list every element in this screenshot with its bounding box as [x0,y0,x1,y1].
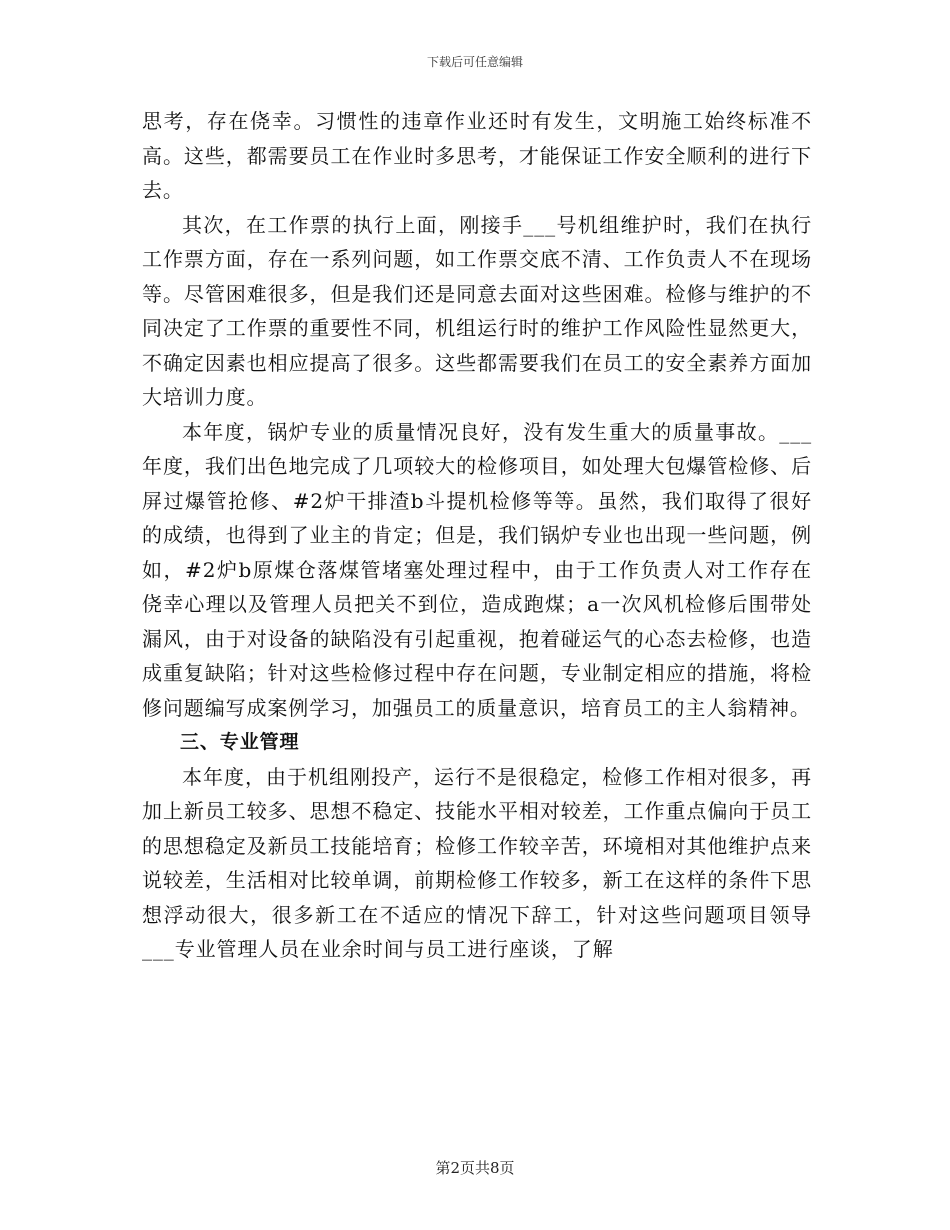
paragraph-quality: 本年度，锅炉专业的质量情况良好，没有发生重大的质量事故。___年度，我们出色地完成了几项较大的检修项目，如处理大包爆管检修、后屏过爆管抢修、#2炉干排渣b斗提机检修等等。虽然，我们取得了很好的成绩，也得到了业主的肯定；但是，我们锅炉专业也出现一些问题，例如，#2炉b原煤仓落煤管堵塞处理过程中，由于工作负责人对工作存在侥幸心理以及管理人员把关不到位，造成跑煤；a一次风机检修后围带处漏风，由于对设备的缺陷没有引起重视，抱着碰运气的心态去检修，也造成重复缺陷；针对这些检修过程中存在问题，专业制定相应的措施，将检修问题编写成案例学习，加强员工的质量意识，培育员工的主人翁精神。 [142,419,812,720]
section-heading: 三、专业管理 [180,731,300,753]
page-footer: 第2页共8页 [435,1159,515,1177]
paragraph-work-ticket: 其次，在工作票的执行上面，刚接手___号机组维护时，我们在执行工作票方面，存在一系列问题，如工作票交底不清、工作负责人不在现场等。尽管困难很多，但是我们还是同意去面对这些困难。检修与维护的不同决定了工作票的重要性不同，机组运行时的维护工作风险性显然更大，不确定因素也相应提高了很多。这些都需要我们在员工的安全素养方面加大培训力度。 [142,212,812,409]
page-header: 下载后可任意编辑 [426,55,523,69]
paragraph-management: 本年度，由于机组刚投产，运行不是很稳定，检修工作相对很多，再加上新员工较多、思想不稳定、技能水平相对较差，工作重点偏向于员工的思想稳定及新员工技能培育；检修工作较辛苦，环境相对其他维护点来说较差，生活相对比较单调，前期检修工作较多，新工在这样的条件下思想浮动很大，很多新工在不适应的情况下辞工，针对这些问题项目领导___专业管理人员在业余时间与员工进行座谈，了解 [142,764,812,961]
paragraph-continuation: 思考，存在侥幸。习惯性的违章作业还时有发生，文明施工始终标准不高。这些，都需要员工在作业时多思考，才能保证工作安全顺利的进行下去。 [142,109,812,202]
document-body [142,104,812,967]
